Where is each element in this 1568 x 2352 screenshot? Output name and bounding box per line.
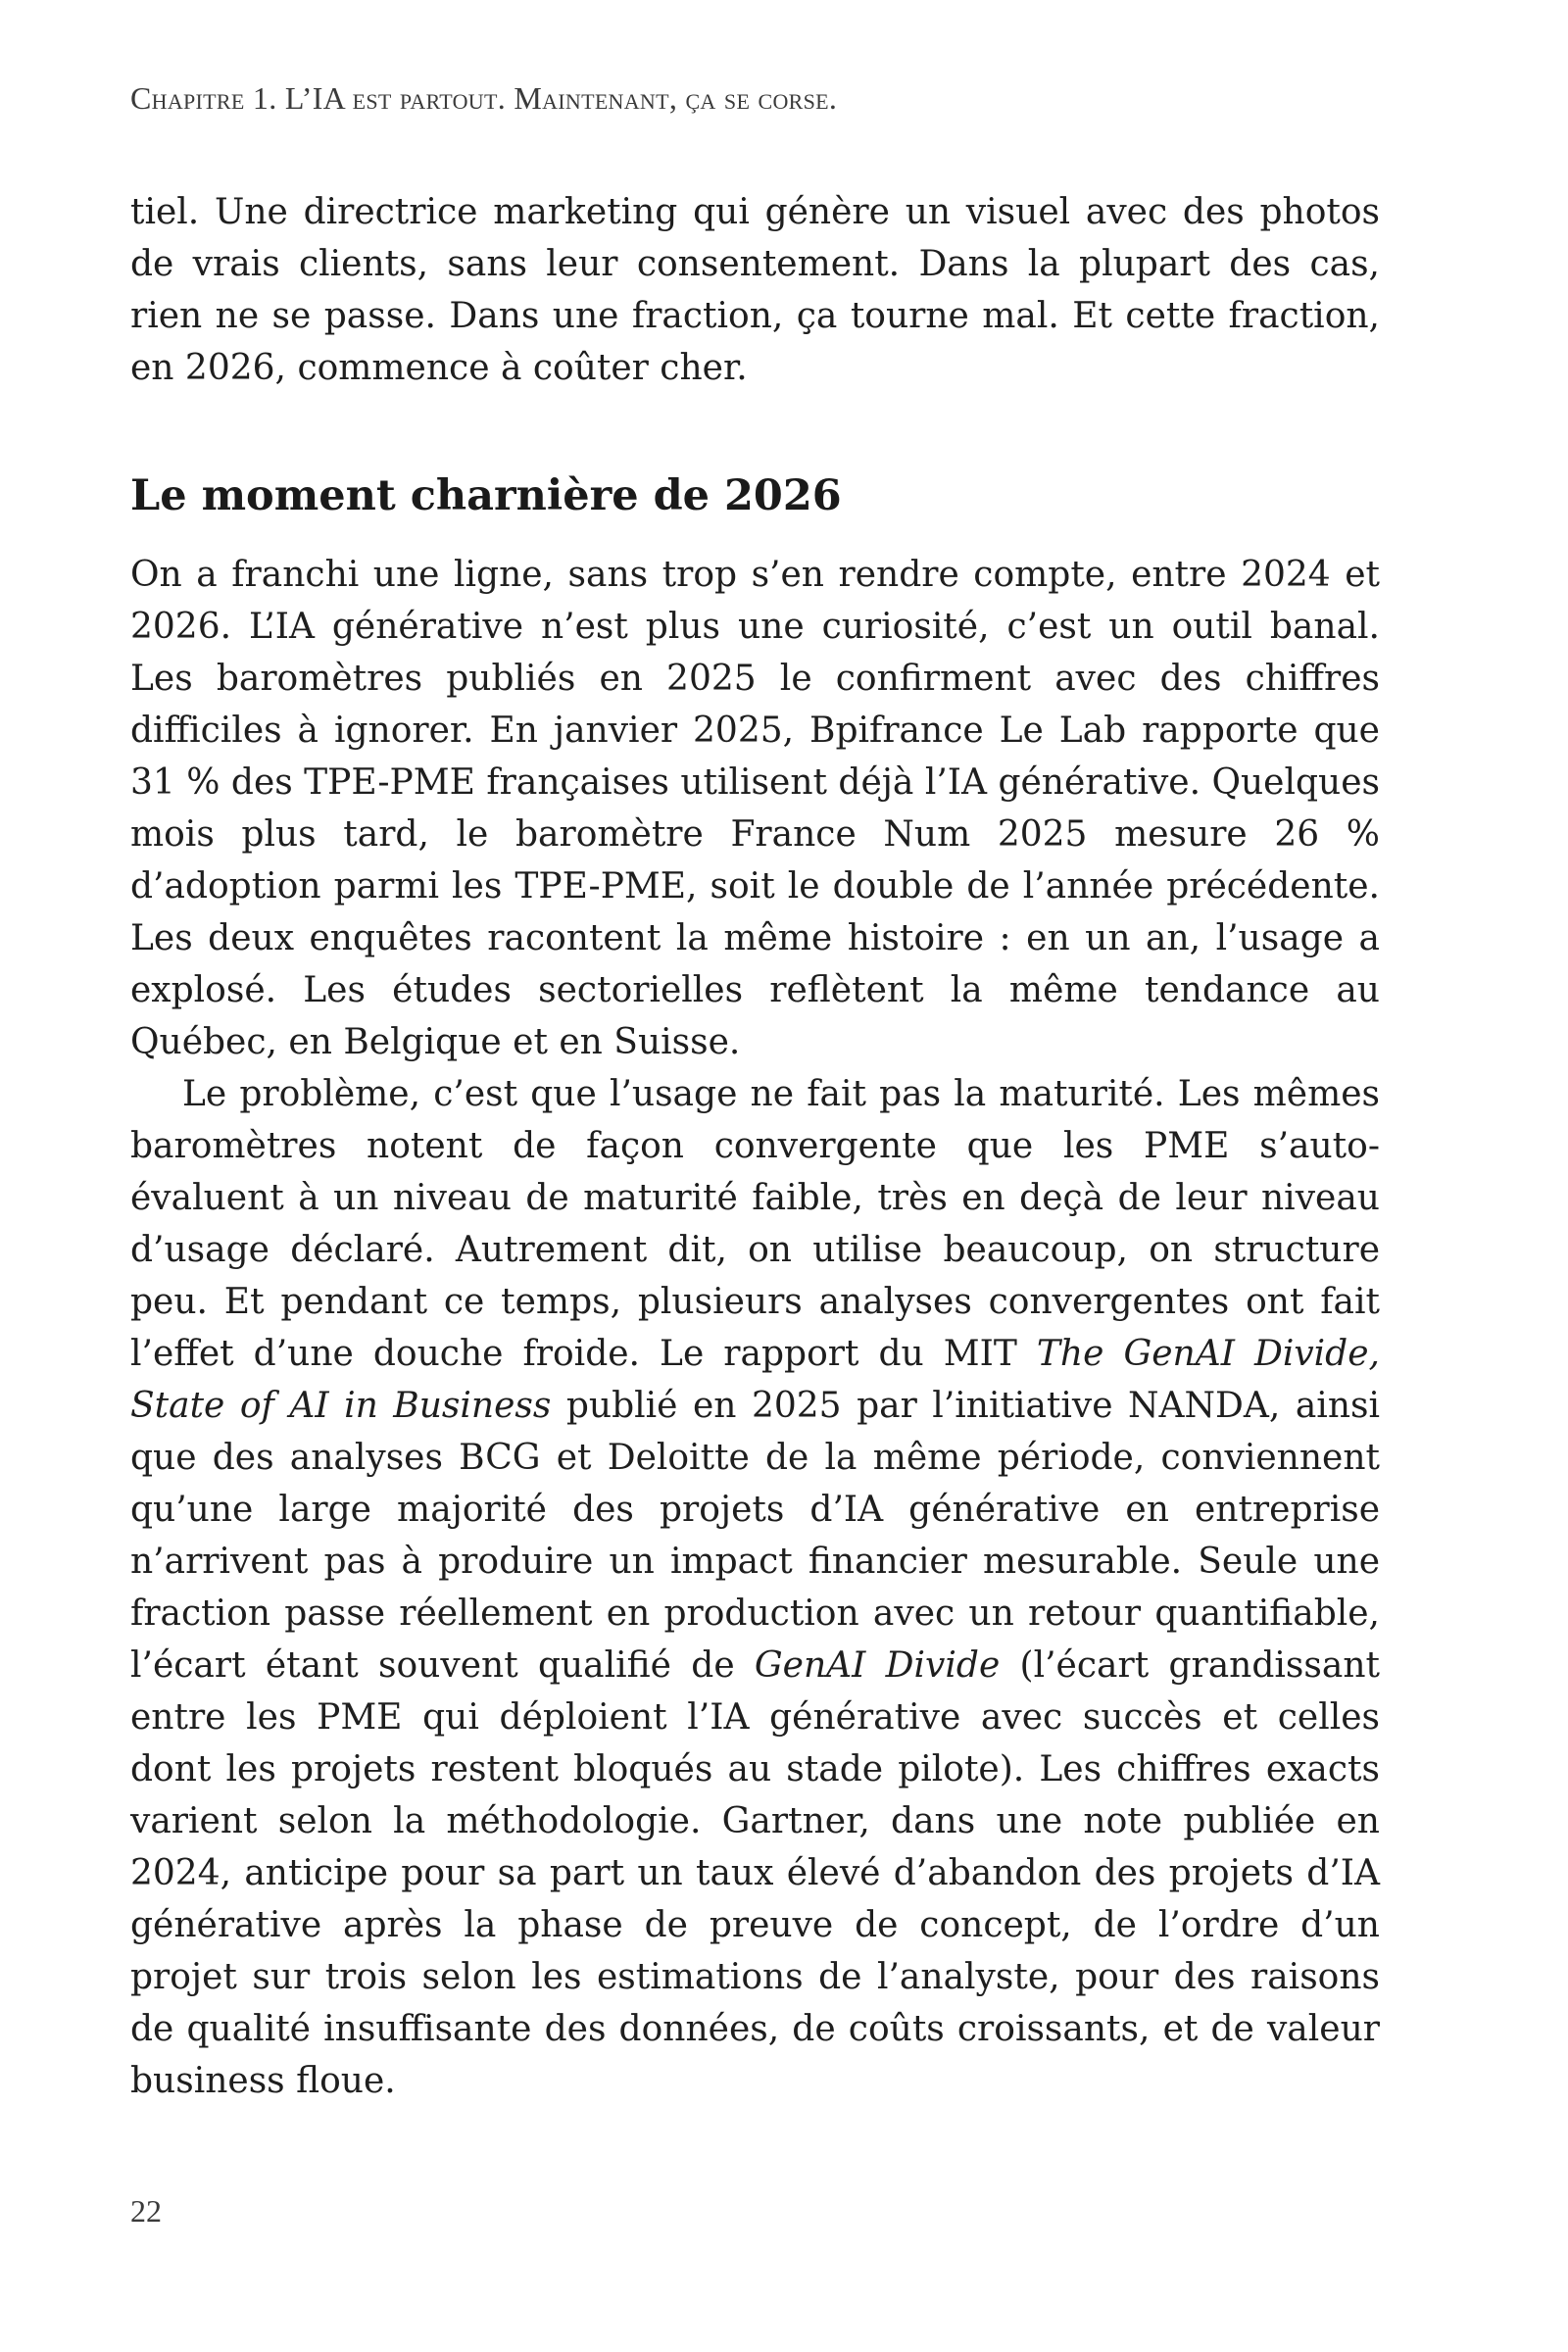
- genai-divide-term: GenAI Divide: [754, 1645, 1001, 1686]
- section-body: [130, 549, 1380, 2107]
- intro-text-block: [130, 186, 1380, 394]
- section-paragraph-1: On a franchi une ligne, sans trop s’en rendre compte, entre 2024 et 2026. L’IA générative n’est plus une curiosité, c’est un outil banal. Les baromètres publiés en 2025 le confirment avec des chiffres difficiles à ignorer. En janvier 2025, Bpifrance Le Lab rapporte que 31 % des TPE-PME françaises utilisent déjà l’IA générative. Quelques mois plus tard, le baromètre France Num 2025 mesure 26 % d’adoption parmi les TPE-PME, soit le double de l’année précédente. Les deux enquêtes racontent la même histoire : en un an, l’usage a explosé. Les études sectorielles reflètent la même tendance au Québec, en Belgique et en Suisse.: [130, 555, 1380, 1062]
- intro-paragraph: tiel. Une directrice marketing qui génère un visuel avec des photos de vrais clients, sans leur consentement. Dans la plupart des cas, rien ne se passe. Dans une fraction, ça tourne mal. Et cette fraction, en 2026, commence à coûter cher.: [130, 192, 1380, 388]
- report-title: The GenAI Divide, State of AI in Business: [130, 1334, 1380, 1426]
- paragraph-2-text-part-1: Le problème, c’est que l’usage ne fait pas la maturité. Les mêmes baromètres notent de façon convergente que les PME s’auto-évaluent à un niveau de maturité faible, très en deçà de leur niveau d’usage déclaré. Autrement dit, on utilise beaucoup, on structure peu. Et pendant ce temps, plusieurs analyses convergentes ont fait l’effet d’une douche froide. Le rapport du MIT: [130, 1074, 1380, 1374]
- paragraph-2-text-part-2: publié en 2025 par l’initiative NANDA, ainsi que des analyses BCG et Deloitte de la même période, conviennent qu’une large majorité des projets d’IA générative en entreprise n’arrivent pas à produire un impact financier mesurable. Seule une fraction passe réellement en production avec un retour quantifiable, l’écart étant souvent qualifié de: [130, 1386, 1380, 1686]
- section-heading: Le moment charnière de 2026: [130, 471, 842, 520]
- page-number: 22: [130, 2193, 162, 2229]
- running-head: Chapitre 1. L’IA est partout. Maintenant, ça se corse.: [130, 80, 838, 116]
- paragraph-2-text-part-3: (l’écart grandissant entre les PME qui déploient l’IA générative avec succès et celles dont les projets restent bloqués au stade pilote). Les chiffres exacts varient selon la méthodologie. Gartner, dans une note publiée en 2024, anticipe pour sa part un taux élevé d’abandon des projets d’IA générative après la phase de preuve de concept, de l’ordre d’un projet sur trois selon les estimations de l’analyste, pour des raisons de qualité insuffisante des données, de coûts croissants, et de valeur business floue.: [130, 1645, 1380, 2101]
- book-page: [130, 0, 1380, 2352]
- section-paragraph-2: [130, 1068, 1380, 2107]
